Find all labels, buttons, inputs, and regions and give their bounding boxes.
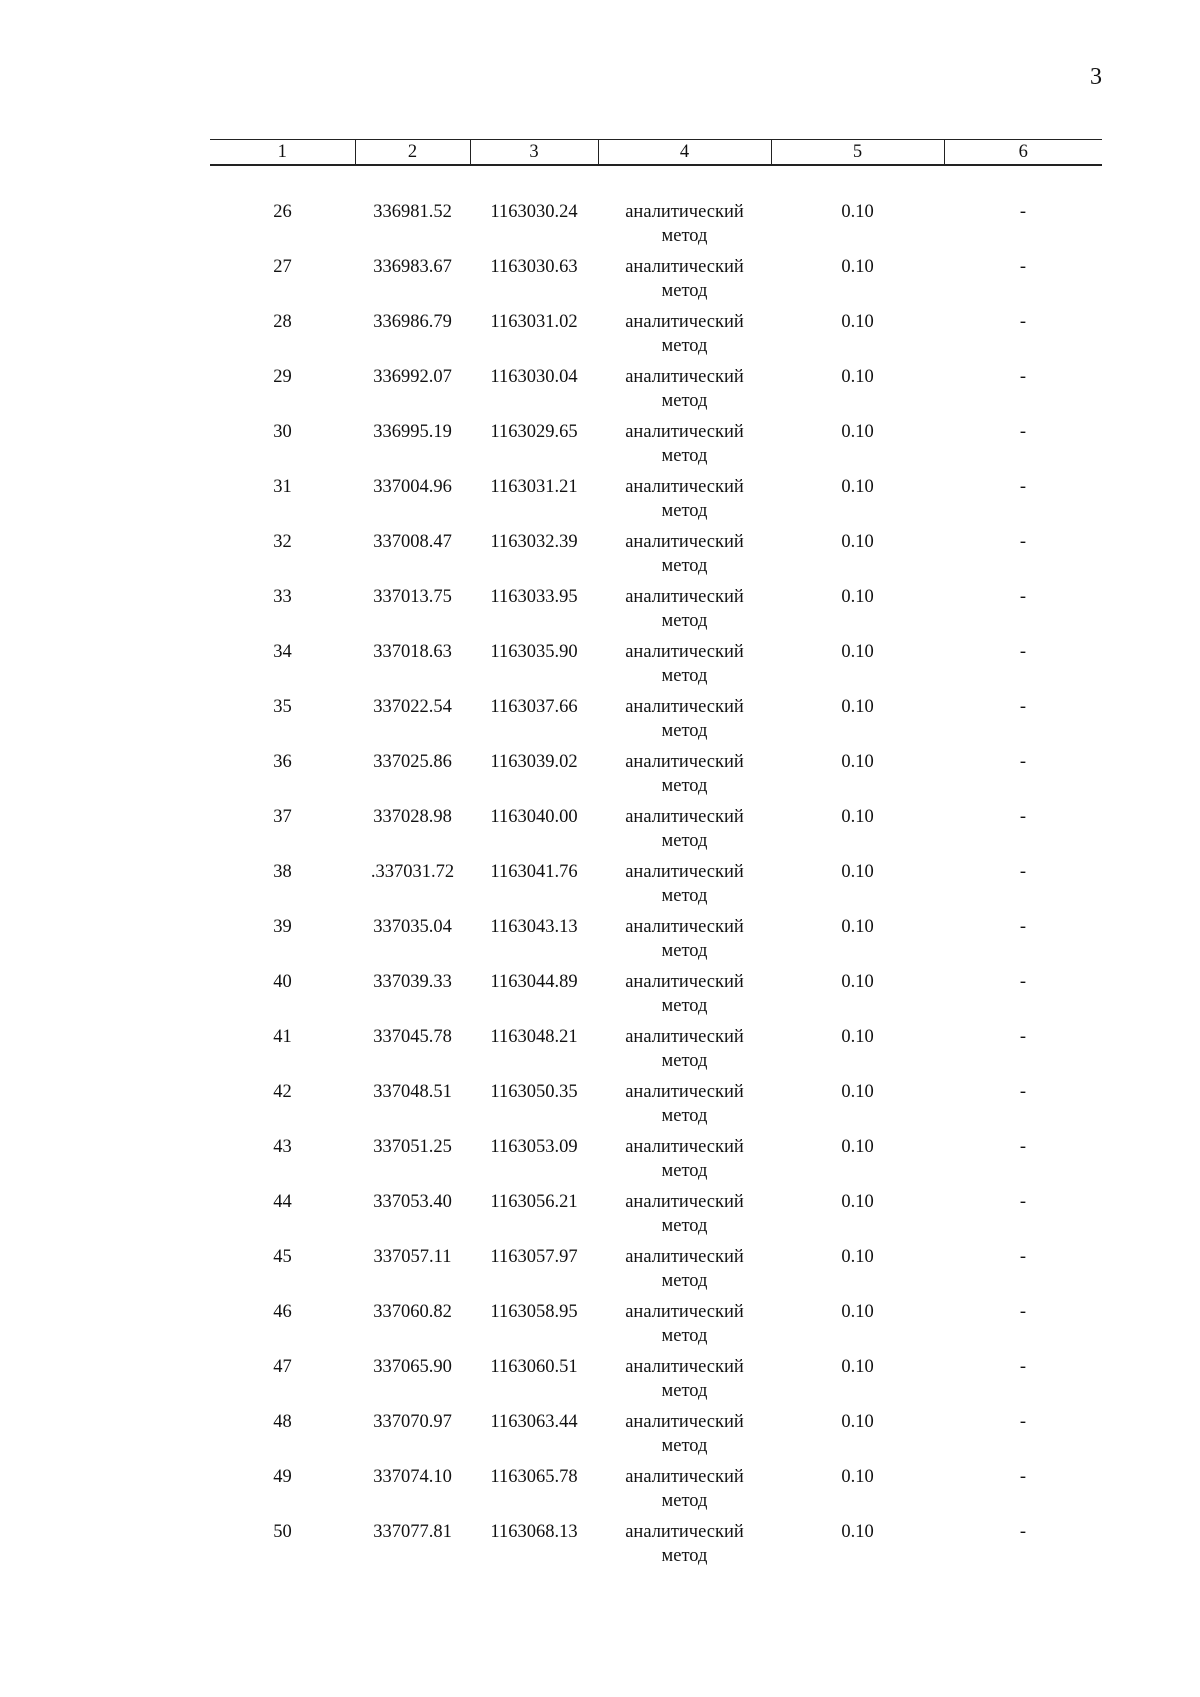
method-line-2: метод	[661, 1491, 708, 1511]
method-line-2: метод	[661, 1161, 708, 1181]
point-number-cell: 30	[273, 422, 292, 442]
method-line-2: метод	[661, 941, 708, 961]
method-line-2: метод	[661, 1271, 708, 1291]
method-line-1: аналитический	[625, 367, 744, 387]
method-cell	[598, 1190, 771, 1245]
table-row	[210, 365, 1102, 420]
point-number-cell: 37	[273, 807, 292, 827]
note-cell: -	[1019, 1302, 1027, 1322]
method-line-1: аналитический	[625, 1027, 744, 1047]
method-line-1: аналитический	[625, 202, 744, 222]
method-line-2: метод	[661, 1326, 708, 1346]
note-cell: -	[1019, 752, 1027, 772]
y-coordinate-cell: 1163057.97	[490, 1247, 578, 1267]
note-cell: -	[1019, 1467, 1027, 1487]
table-row	[210, 1465, 1102, 1520]
point-number-cell: 44	[273, 1192, 292, 1212]
point-number-cell: 34	[273, 642, 292, 662]
x-coordinate-cell: 336986.79	[373, 312, 452, 332]
method-cell	[598, 915, 771, 970]
accuracy-cell: 0.10	[841, 1467, 874, 1487]
note-cell: -	[1019, 1412, 1027, 1432]
accuracy-cell: 0.10	[841, 532, 874, 552]
y-coordinate-cell: 1163030.04	[490, 367, 578, 387]
point-number-cell: 38	[273, 862, 292, 882]
note-cell: -	[1019, 1247, 1027, 1267]
method-line-2: метод	[661, 1381, 708, 1401]
note-cell: -	[1019, 532, 1027, 552]
point-number-cell: 50	[273, 1522, 292, 1542]
point-number-cell: 31	[273, 477, 292, 497]
y-coordinate-cell: 1163065.78	[490, 1467, 578, 1487]
x-coordinate-cell: 337004.96	[373, 477, 452, 497]
note-cell: -	[1019, 367, 1027, 387]
table-row	[210, 1025, 1102, 1080]
x-coordinate-cell: .337031.72	[370, 862, 455, 882]
x-coordinate-cell: 337053.40	[373, 1192, 452, 1212]
table-body	[210, 165, 1102, 1575]
method-line-2: метод	[661, 556, 708, 576]
y-coordinate-cell: 1163053.09	[490, 1137, 578, 1157]
note-cell: -	[1019, 477, 1027, 497]
method-cell	[598, 1410, 771, 1465]
method-line-1: аналитический	[625, 972, 744, 992]
point-number-cell: 42	[273, 1082, 292, 1102]
method-cell	[598, 530, 771, 585]
accuracy-cell: 0.10	[841, 312, 874, 332]
method-cell	[598, 365, 771, 420]
method-line-2: метод	[661, 886, 708, 906]
column-header-3: 3	[470, 140, 598, 166]
y-coordinate-cell: 1163043.13	[490, 917, 578, 937]
accuracy-cell: 0.10	[841, 587, 874, 607]
accuracy-cell: 0.10	[841, 1412, 874, 1432]
x-coordinate-cell: 337025.86	[373, 752, 452, 772]
x-coordinate-cell: 337039.33	[373, 972, 452, 992]
method-line-1: аналитический	[625, 1302, 744, 1322]
method-line-1: аналитический	[625, 1247, 744, 1267]
x-coordinate-cell: 337057.11	[373, 1247, 452, 1267]
accuracy-cell: 0.10	[841, 1137, 874, 1157]
method-line-1: аналитический	[625, 807, 744, 827]
accuracy-cell: 0.10	[841, 1302, 874, 1322]
method-line-2: метод	[661, 391, 708, 411]
note-cell: -	[1019, 422, 1027, 442]
method-line-2: метод	[661, 831, 708, 851]
point-number-cell: 28	[273, 312, 292, 332]
method-line-2: метод	[661, 611, 708, 631]
y-coordinate-cell: 1163030.24	[490, 202, 578, 222]
column-header-6: 6	[944, 140, 1102, 166]
method-line-1: аналитический	[625, 1082, 744, 1102]
method-cell	[598, 255, 771, 310]
table-row	[210, 1080, 1102, 1135]
y-coordinate-cell: 1163030.63	[490, 257, 578, 277]
x-coordinate-cell: 337035.04	[373, 917, 452, 937]
y-coordinate-cell: 1163048.21	[490, 1027, 578, 1047]
accuracy-cell: 0.10	[841, 1082, 874, 1102]
y-coordinate-cell: 1163035.90	[490, 642, 578, 662]
table-row	[210, 915, 1102, 970]
table-row	[210, 255, 1102, 310]
y-coordinate-cell: 1163063.44	[490, 1412, 578, 1432]
table-row	[210, 420, 1102, 475]
method-line-1: аналитический	[625, 257, 744, 277]
y-coordinate-cell: 1163037.66	[490, 697, 578, 717]
point-number-cell: 29	[273, 367, 292, 387]
table-row	[210, 585, 1102, 640]
accuracy-cell: 0.10	[841, 862, 874, 882]
table-row	[210, 1190, 1102, 1245]
method-line-2: метод	[661, 721, 708, 741]
note-cell: -	[1019, 917, 1027, 937]
y-coordinate-cell: 1163041.76	[490, 862, 578, 882]
accuracy-cell: 0.10	[841, 202, 874, 222]
x-coordinate-cell: 337013.75	[373, 587, 452, 607]
table-row	[210, 1355, 1102, 1410]
y-coordinate-cell: 1163068.13	[490, 1522, 578, 1542]
method-line-2: метод	[661, 996, 708, 1016]
note-cell: -	[1019, 257, 1027, 277]
accuracy-cell: 0.10	[841, 477, 874, 497]
y-coordinate-cell: 1163056.21	[490, 1192, 578, 1212]
accuracy-cell: 0.10	[841, 1192, 874, 1212]
x-coordinate-cell: 337028.98	[373, 807, 452, 827]
method-line-1: аналитический	[625, 642, 744, 662]
note-cell: -	[1019, 1192, 1027, 1212]
method-cell	[598, 860, 771, 915]
method-cell	[598, 695, 771, 750]
y-coordinate-cell: 1163040.00	[490, 807, 578, 827]
x-coordinate-cell: 337065.90	[373, 1357, 452, 1377]
method-cell	[598, 970, 771, 1025]
table-row	[210, 860, 1102, 915]
method-cell	[598, 1465, 771, 1520]
method-cell	[598, 640, 771, 695]
method-cell	[598, 1300, 771, 1355]
method-cell	[598, 1135, 771, 1190]
table-header	[210, 140, 1102, 166]
note-cell: -	[1019, 1522, 1027, 1542]
accuracy-cell: 0.10	[841, 367, 874, 387]
coordinates-table	[210, 139, 1102, 1575]
method-line-1: аналитический	[625, 587, 744, 607]
method-cell	[598, 200, 771, 255]
table-row	[210, 310, 1102, 365]
y-coordinate-cell: 1163031.21	[490, 477, 578, 497]
x-coordinate-cell: 337060.82	[373, 1302, 452, 1322]
note-cell: -	[1019, 972, 1027, 992]
method-line-1: аналитический	[625, 1137, 744, 1157]
column-header-5: 5	[771, 140, 944, 166]
accuracy-cell: 0.10	[841, 1027, 874, 1047]
x-coordinate-cell: 336983.67	[373, 257, 452, 277]
y-coordinate-cell: 1163039.02	[490, 752, 578, 772]
method-line-2: метод	[661, 776, 708, 796]
x-coordinate-cell: 336981.52	[373, 202, 452, 222]
table-row	[210, 1245, 1102, 1300]
table-row	[210, 200, 1102, 255]
x-coordinate-cell: 337008.47	[373, 532, 452, 552]
table-row	[210, 1300, 1102, 1355]
note-cell: -	[1019, 1137, 1027, 1157]
x-coordinate-cell: 337048.51	[373, 1082, 452, 1102]
method-cell	[598, 1080, 771, 1135]
header-row	[210, 140, 1102, 166]
method-cell	[598, 805, 771, 860]
method-cell	[598, 1355, 771, 1410]
method-cell	[598, 750, 771, 805]
point-number-cell: 26	[273, 202, 292, 222]
note-cell: -	[1019, 807, 1027, 827]
accuracy-cell: 0.10	[841, 697, 874, 717]
accuracy-cell: 0.10	[841, 807, 874, 827]
method-line-1: аналитический	[625, 1357, 744, 1377]
method-line-1: аналитический	[625, 312, 744, 332]
column-header-4: 4	[598, 140, 771, 166]
header-spacer	[210, 165, 1102, 200]
point-number-cell: 41	[273, 1027, 292, 1047]
table-row	[210, 805, 1102, 860]
point-number-cell: 45	[273, 1247, 292, 1267]
table-row	[210, 475, 1102, 530]
accuracy-cell: 0.10	[841, 1522, 874, 1542]
x-coordinate-cell: 337018.63	[373, 642, 452, 662]
accuracy-cell: 0.10	[841, 422, 874, 442]
x-coordinate-cell: 337022.54	[373, 697, 452, 717]
point-number-cell: 46	[273, 1302, 292, 1322]
method-line-1: аналитический	[625, 422, 744, 442]
method-line-2: метод	[661, 501, 708, 521]
y-coordinate-cell: 1163033.95	[490, 587, 578, 607]
table-row	[210, 530, 1102, 585]
note-cell: -	[1019, 1027, 1027, 1047]
accuracy-cell: 0.10	[841, 642, 874, 662]
method-line-2: метод	[661, 1216, 708, 1236]
note-cell: -	[1019, 312, 1027, 332]
y-coordinate-cell: 1163050.35	[490, 1082, 578, 1102]
method-line-1: аналитический	[625, 862, 744, 882]
method-line-1: аналитический	[625, 752, 744, 772]
method-line-1: аналитический	[625, 1192, 744, 1212]
note-cell: -	[1019, 1082, 1027, 1102]
note-cell: -	[1019, 587, 1027, 607]
y-coordinate-cell: 1163060.51	[490, 1357, 578, 1377]
y-coordinate-cell: 1163058.95	[490, 1302, 578, 1322]
method-cell	[598, 475, 771, 530]
point-number-cell: 27	[273, 257, 292, 277]
point-number-cell: 36	[273, 752, 292, 772]
x-coordinate-cell: 336995.19	[373, 422, 452, 442]
method-line-2: метод	[661, 446, 708, 466]
x-coordinate-cell: 337077.81	[373, 1522, 452, 1542]
method-cell	[598, 420, 771, 475]
table-row	[210, 970, 1102, 1025]
y-coordinate-cell: 1163031.02	[490, 312, 578, 332]
method-line-1: аналитический	[625, 477, 744, 497]
table-row	[210, 640, 1102, 695]
page-number: 3	[1090, 64, 1102, 90]
method-cell	[598, 1520, 771, 1575]
note-cell: -	[1019, 1357, 1027, 1377]
column-header-2: 2	[355, 140, 470, 166]
accuracy-cell: 0.10	[841, 257, 874, 277]
table-row	[210, 1520, 1102, 1575]
point-number-cell: 32	[273, 532, 292, 552]
method-line-2: метод	[661, 1546, 708, 1566]
accuracy-cell: 0.10	[841, 1357, 874, 1377]
method-line-2: метод	[661, 1051, 708, 1071]
y-coordinate-cell: 1163032.39	[490, 532, 578, 552]
method-line-1: аналитический	[625, 697, 744, 717]
point-number-cell: 33	[273, 587, 292, 607]
method-line-2: метод	[661, 1106, 708, 1126]
method-line-1: аналитический	[625, 1522, 744, 1542]
accuracy-cell: 0.10	[841, 752, 874, 772]
column-header-1: 1	[210, 140, 355, 166]
method-cell	[598, 585, 771, 640]
note-cell: -	[1019, 697, 1027, 717]
method-cell	[598, 310, 771, 365]
table-row	[210, 750, 1102, 805]
note-cell: -	[1019, 202, 1027, 222]
method-line-2: метод	[661, 666, 708, 686]
point-number-cell: 47	[273, 1357, 292, 1377]
method-line-2: метод	[661, 336, 708, 356]
y-coordinate-cell: 1163044.89	[490, 972, 578, 992]
accuracy-cell: 0.10	[841, 917, 874, 937]
accuracy-cell: 0.10	[841, 1247, 874, 1267]
x-coordinate-cell: 337045.78	[373, 1027, 452, 1047]
method-line-1: аналитический	[625, 1467, 744, 1487]
point-number-cell: 40	[273, 972, 292, 992]
point-number-cell: 43	[273, 1137, 292, 1157]
table-row	[210, 1410, 1102, 1465]
method-line-1: аналитический	[625, 1412, 744, 1432]
method-cell	[598, 1245, 771, 1300]
y-coordinate-cell: 1163029.65	[490, 422, 578, 442]
point-number-cell: 39	[273, 917, 292, 937]
table-row	[210, 1135, 1102, 1190]
point-number-cell: 49	[273, 1467, 292, 1487]
point-number-cell: 35	[273, 697, 292, 717]
x-coordinate-cell: 336992.07	[373, 367, 452, 387]
note-cell: -	[1019, 862, 1027, 882]
note-cell: -	[1019, 642, 1027, 662]
method-cell	[598, 1025, 771, 1080]
x-coordinate-cell: 337051.25	[373, 1137, 452, 1157]
accuracy-cell: 0.10	[841, 972, 874, 992]
table-row	[210, 695, 1102, 750]
method-line-1: аналитический	[625, 917, 744, 937]
method-line-2: метод	[661, 1436, 708, 1456]
method-line-1: аналитический	[625, 532, 744, 552]
method-line-2: метод	[661, 281, 708, 301]
point-number-cell: 48	[273, 1412, 292, 1432]
x-coordinate-cell: 337070.97	[373, 1412, 452, 1432]
x-coordinate-cell: 337074.10	[373, 1467, 452, 1487]
method-line-2: метод	[661, 226, 708, 246]
